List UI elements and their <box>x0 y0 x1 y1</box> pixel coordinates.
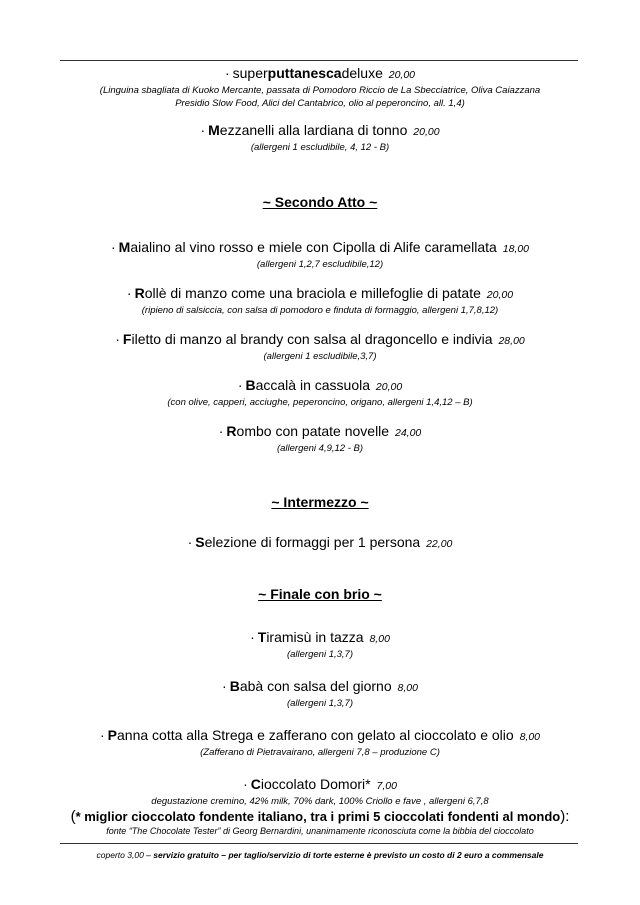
dish-name-highlight: puttanesca <box>267 65 342 81</box>
dish-note: (allergeni 1 escludibile, 4, 12 - B) <box>250 142 390 153</box>
dish-note: (allergeni 1,2,7 escludibile,12) <box>256 259 384 270</box>
dish-name: ombo con patate novelle <box>236 423 390 439</box>
top-divider <box>60 60 578 61</box>
menu-item <box>40 377 600 409</box>
dish-name-prefix: super <box>232 65 268 81</box>
service-note: servizio gratuito – per taglio/servizio di torte esterne è previsto un costo di 2 euro a commensale <box>153 850 544 860</box>
dish-note: Presidio Slow Food, Alici del Cantabrico, olio al peperoncino, all. 1,4) <box>175 98 465 109</box>
dish-price: 24,00 <box>394 427 422 439</box>
dish-note: (allergeni 1,3,7) <box>286 649 353 660</box>
menu-item <box>40 776 600 837</box>
menu-item <box>40 331 600 363</box>
menu-item <box>40 423 600 455</box>
dish-note: (allergeni 1 escludibile,3,7) <box>263 351 377 362</box>
bullet: · <box>224 65 230 81</box>
bullet: · <box>187 534 193 550</box>
bullet: · <box>243 776 248 792</box>
bullet: · <box>222 678 227 694</box>
dish-price: 18,00 <box>502 243 530 255</box>
menu-item <box>40 285 600 317</box>
dish-initial: T <box>257 629 267 645</box>
bullet: · <box>200 122 206 138</box>
bullet: · <box>237 377 243 393</box>
dish-name: anna cotta alla Strega e zafferano con gelato al cioccolato e olio <box>117 727 514 743</box>
menu-item <box>40 239 600 271</box>
section-title-intermezzo: ~ Intermezzo ~ <box>271 494 369 510</box>
dish-name: ollè di manzo come una braciola e millefoglie di patate <box>144 285 481 301</box>
bullet: · <box>115 331 120 347</box>
section-title-secondo: ~ Secondo Atto ~ <box>262 194 378 210</box>
dish-note: (allergeni 4,9,12 - B) <box>276 443 364 454</box>
dish-note: (con olive, capperi, acciughe, peperoncino, origano, allergeni 1,4,12 – B) <box>167 397 473 408</box>
claim-source: fonte “The Chocolate Tester” di Georg Bernardini, unanimamente riconosciuta come la bibbia del cioccolato <box>106 826 534 836</box>
dish-initial: M <box>118 239 131 255</box>
menu-item <box>40 65 600 110</box>
dish-name: accalà in cassuola <box>255 377 371 393</box>
dish-initial: B <box>229 678 240 694</box>
menu-item <box>40 122 600 154</box>
bullet: · <box>99 727 105 743</box>
claim-text: * miglior cioccolato fondente italiano, tra i primi 5 cioccolati fondenti al mondo <box>75 809 561 824</box>
dish-name: ezzanelli alla lardiana di tonno <box>219 122 408 138</box>
bullet: · <box>250 629 255 645</box>
dish-name: iletto di manzo al brandy con salsa al dragoncello e indivia <box>131 331 493 347</box>
menu-item <box>40 678 600 710</box>
claim-close-paren: ): <box>560 808 570 825</box>
menu-item <box>40 534 600 553</box>
dish-name: elezione di formaggi per 1 persona <box>204 534 421 550</box>
cover-charge: coperto 3,00 – <box>96 850 154 860</box>
dish-price: 28,00 <box>498 335 525 347</box>
bullet: · <box>126 285 132 301</box>
dish-note: (allergeni 1,3,7) <box>286 698 353 709</box>
dish-price: 8,00 <box>519 731 541 743</box>
dish-initial: F <box>122 331 132 347</box>
bullet: · <box>218 423 224 439</box>
bottom-divider <box>60 843 578 844</box>
dish-price: 20,00 <box>413 126 440 138</box>
dish-price: 20,00 <box>388 69 416 81</box>
menu-item <box>40 727 600 759</box>
bullet: · <box>110 239 116 255</box>
dish-note: degustazione cremino, 42% milk, 70% dark, 100% Criollo e fave , allergeni 6,7,8 <box>151 796 489 807</box>
dish-price: 7,00 <box>376 780 397 792</box>
dish-initial: M <box>208 122 220 138</box>
dish-note: (ripieno di salsiccia, con salsa di pomodoro e finduta di formaggio, allergeni 1,7,8,12) <box>141 305 499 316</box>
dish-price: 8,00 <box>369 633 390 645</box>
dish-initial: C <box>250 776 261 792</box>
dish-initial: B <box>245 377 256 393</box>
menu-item <box>40 629 600 661</box>
dish-price: 22,00 <box>426 538 453 550</box>
claim-open-paren: ( <box>70 808 76 825</box>
dish-price: 8,00 <box>397 682 418 694</box>
dish-name: ioccolato Domori* <box>260 776 371 792</box>
chocolate-claim <box>40 808 600 825</box>
dish-initial: R <box>226 423 237 439</box>
dish-name: aialino al vino rosso e miele con Cipolla di Alife caramellata <box>130 239 497 255</box>
dish-name: abà con salsa del giorno <box>239 678 392 694</box>
dish-name: deluxe <box>341 65 383 81</box>
dish-initial: P <box>107 727 117 743</box>
dish-price: 20,00 <box>486 289 514 301</box>
menu-page <box>40 63 600 861</box>
dish-note: (Zafferano di Pietravairano, allergeni 7,8 – produzione C) <box>200 747 440 758</box>
footer-note <box>40 849 600 861</box>
dish-price: 20,00 <box>375 381 403 393</box>
dish-initial: R <box>134 285 145 301</box>
section-title-finale: ~ Finale con brio ~ <box>258 586 382 602</box>
dish-initial: S <box>195 534 205 550</box>
dish-name: iramisù in tazza <box>266 629 364 645</box>
dish-note: (Linguina sbagliata di Kuoko Mercante, passata di Pomodoro Riccio de La Sbecciatrice, Oliva Caiazzana <box>99 85 541 96</box>
